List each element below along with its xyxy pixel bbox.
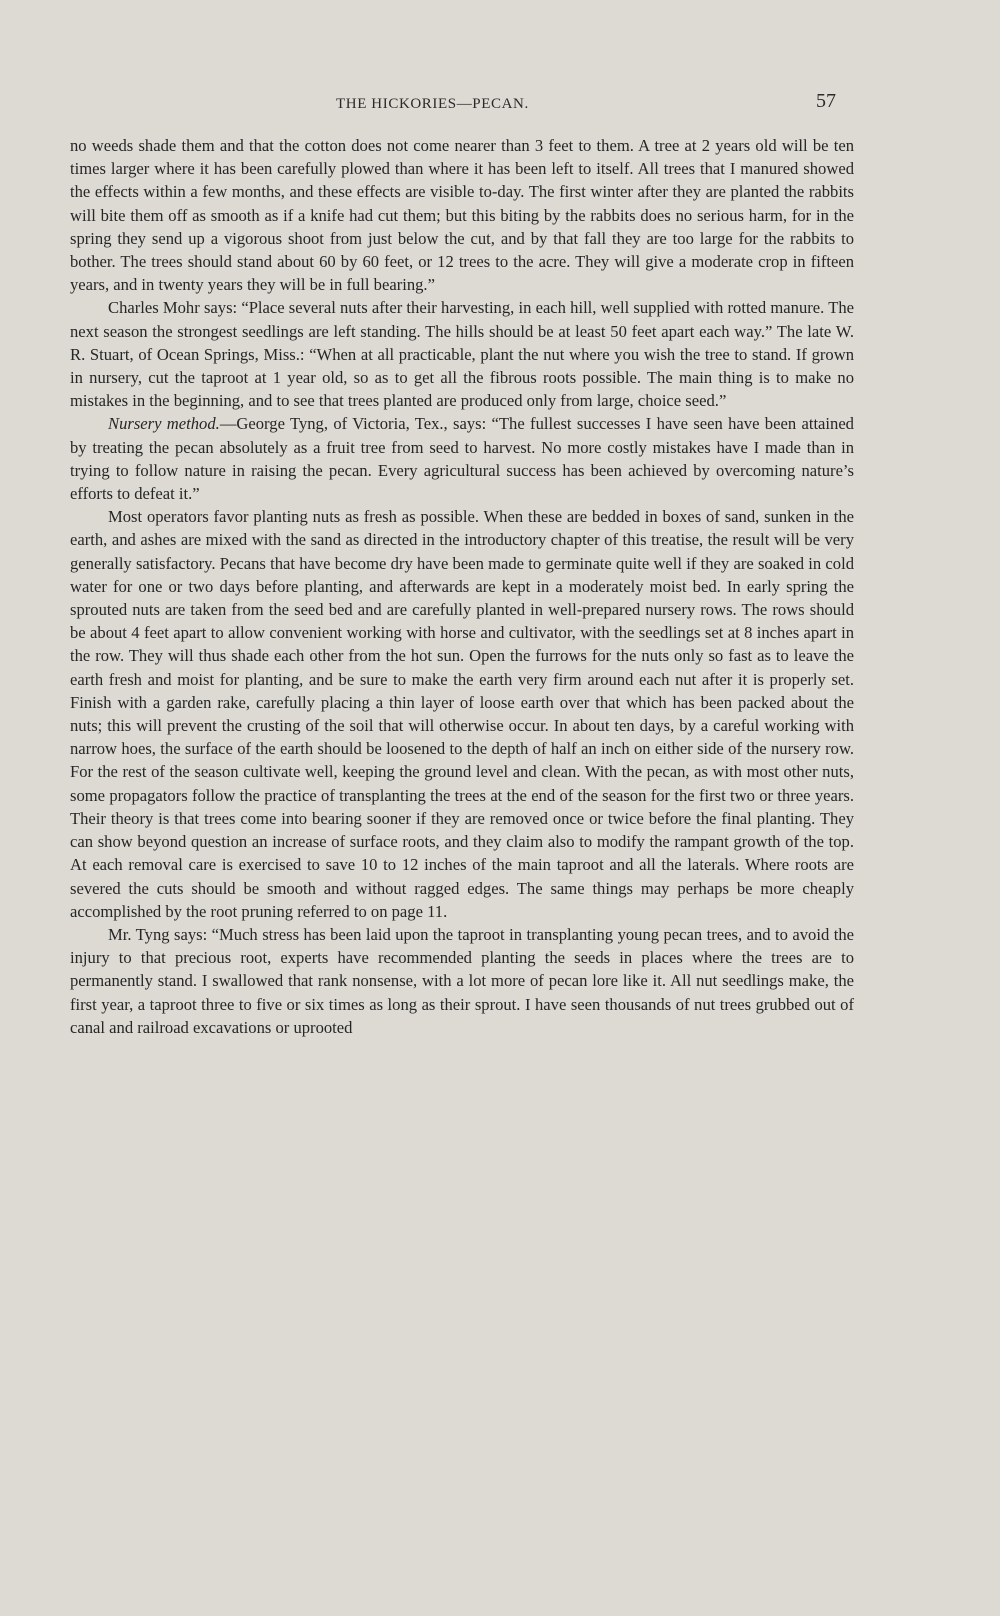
paragraph-continuation bbox=[70, 134, 854, 296]
page-header bbox=[0, 90, 1000, 124]
paragraph-planting-nuts bbox=[70, 505, 854, 923]
page-number: 57 bbox=[816, 90, 836, 112]
paragraph-nursery-method bbox=[70, 412, 854, 505]
paragraph-mohr-stuart bbox=[70, 296, 854, 412]
body-text bbox=[70, 134, 854, 1039]
paragraph-text: —George Tyng, of Victoria, Tex., says: “The fullest successes I have seen have been attained by treating the pecan absolutely as a fruit tree from seed to harvest. No more costly mistakes have I made than in trying to follow nature in raising the pecan. Every agricultural success has been achieved by overcoming nature’s efforts to defeat it.” bbox=[70, 414, 854, 504]
paragraph-text: Most operators favor planting nuts as fresh as possible. When these are bedded in boxes of sand, sunken in the earth, and ashes are mixed with the sand as directed in the introductory chapter of this treatise, the result will be very generally satisfactory. Pecans that have become dry have been made to germinate quite well if they are soaked in cold water for one or two days before planting, and afterwards are kept in a moderately moist bed. In early spring the sprouted nuts are taken from the seed bed and are carefully planted in well-prepared nursery rows. The rows should be about 4 feet apart to allow convenient working with horse and cultivator, with the seedlings set at 8 inches apart in the row. They will thus shade each other from the hot sun. Open the furrows for the nuts only so fast as to leave the earth fresh and moist for planting, and be sure to make the earth very firm around each nut after it is properly set. Finish with a garden rake, carefully placing a thin layer of loose earth over that which has been packed about the nuts; this will prevent the crusting of the soil that will otherwise occur. In about ten days, by a careful working with narrow hoes, the surface of the earth should be loosened to the depth of half an inch on either side of the nursery row. For the rest of the season cultivate well, keeping the ground level and clean. With the pecan, as with most other nuts, some propagators follow the practice of transplanting the trees at the end of the season for the first two or three years. Their theory is that trees come into bearing sooner if they are removed once or twice before the final planting. They can show beyond question an increase of surface roots, and they claim also to modify the rampant growth of the top. At each removal care is exercised to save 10 to 12 inches of the main taproot and all the laterals. Where roots are severed the cuts should be smooth and without ragged edges. The same things may perhaps be more cheaply accomplished by the root pruning referred to on page 11. bbox=[70, 507, 854, 921]
paragraph-text: Charles Mohr says: “Place several nuts after their harvesting, in each hill, well supplied with rotted manure. The next season the strongest seedlings are left standing. The hills should be at least 50 feet apart each way.” The late W. R. Stuart, of Ocean Springs, Miss.: “When at all practicable, plant the nut where you wish the tree to stand. If grown in nursery, cut the taproot at 1 year old, so as to get all the fibrous roots possible. The main thing is to make no mistakes in the beginning, and to see that trees planted are produced only from large, choice seed.” bbox=[70, 298, 854, 411]
paragraph-text: Mr. Tyng says: “Much stress has been laid upon the taproot in transplanting young pecan trees, and to avoid the injury to that precious root, experts have recommended planting the seeds in places where the trees are to permanently stand. I swallowed that rank nonsense, with a lot more of pecan lore like it. All nut seedlings make, the first year, a taproot three to five or six times as long as their sprout. I have seen thousands of nut trees grubbed out of canal and railroad excavations or uprooted bbox=[70, 924, 854, 1037]
paragraph-tyng-taproot bbox=[70, 923, 854, 1039]
paragraph-text: no weeds shade them and that the cotton does not come nearer than 3 feet to them. A tree at 2 years old will be ten times larger where it has been carefully plowed than where it has been left to itself. All trees that I manured showed the effects within a few months, and these effects are visible to-day. The first winter after they are planted the rabbits will bite them off as smooth as if a knife had cut them; but this biting by the rabbits does no serious harm, for in the spring they send up a vigorous shoot from just below the cut, and by that fall they are too large for the rabbits to bother. The trees should stand about 60 by 60 feet, or 12 trees to the acre. They will give a moderate crop in fifteen years, and in twenty years they will be in full bearing.” bbox=[70, 136, 854, 295]
section-lead-italic: Nursery method. bbox=[108, 414, 220, 434]
running-head: THE HICKORIES—PECAN. bbox=[336, 96, 529, 112]
